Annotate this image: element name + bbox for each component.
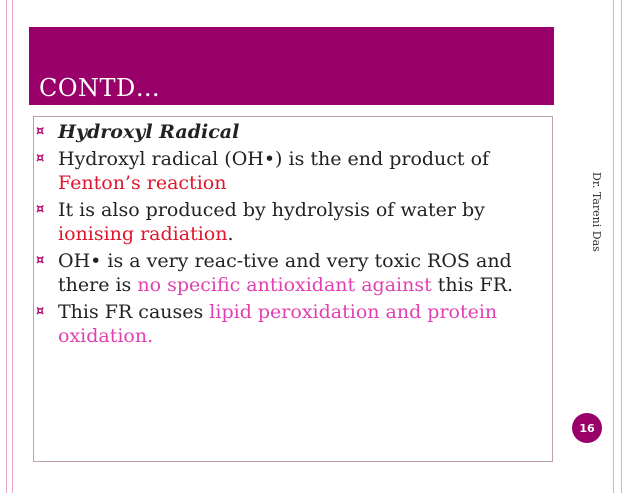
bullet-text: Hydroxyl radical (OH•) is the end product of Fenton’s reaction	[58, 148, 490, 194]
page-number: 16	[579, 421, 595, 435]
bullet-icon: ¤	[36, 304, 45, 319]
bullet-list	[36, 120, 526, 351]
highlighted-text: ionising radiation	[58, 223, 228, 245]
decor-line	[6, 0, 7, 493]
bullet-text: OH• is a very reac-tive and very toxic ROS and there is no specific antioxidant against this FR.	[58, 250, 514, 296]
bullet-icon: ¤	[36, 202, 45, 217]
decor-line	[12, 0, 13, 493]
decor-line	[621, 0, 622, 493]
decor-line	[613, 0, 614, 493]
highlighted-text: Fenton’s reaction	[58, 172, 227, 194]
bullet-item	[36, 147, 526, 195]
bullet-item	[36, 249, 526, 297]
title-band	[29, 27, 554, 105]
bullet-item	[36, 198, 526, 246]
highlighted-text: lipid peroxidation and protein oxidation.	[58, 301, 498, 347]
bullet-item	[36, 120, 526, 144]
bullet-icon: ¤	[36, 124, 45, 139]
bullet-icon: ¤	[36, 253, 45, 268]
page-number-badge	[572, 413, 602, 443]
highlighted-text: no specific antioxidant against	[137, 274, 432, 296]
bullet-text: It is also produced by hydrolysis of water by ionising radiation.	[58, 199, 485, 245]
bullet-icon: ¤	[36, 151, 45, 166]
bullet-item	[36, 300, 526, 348]
slide-title: CONTD…	[39, 74, 161, 102]
author-label: Dr. Tareni Das	[590, 172, 603, 252]
bullet-text: Hydroxyl Radical	[58, 121, 240, 143]
bullet-text: This FR causes lipid peroxidation and protein oxidation.	[58, 301, 498, 347]
